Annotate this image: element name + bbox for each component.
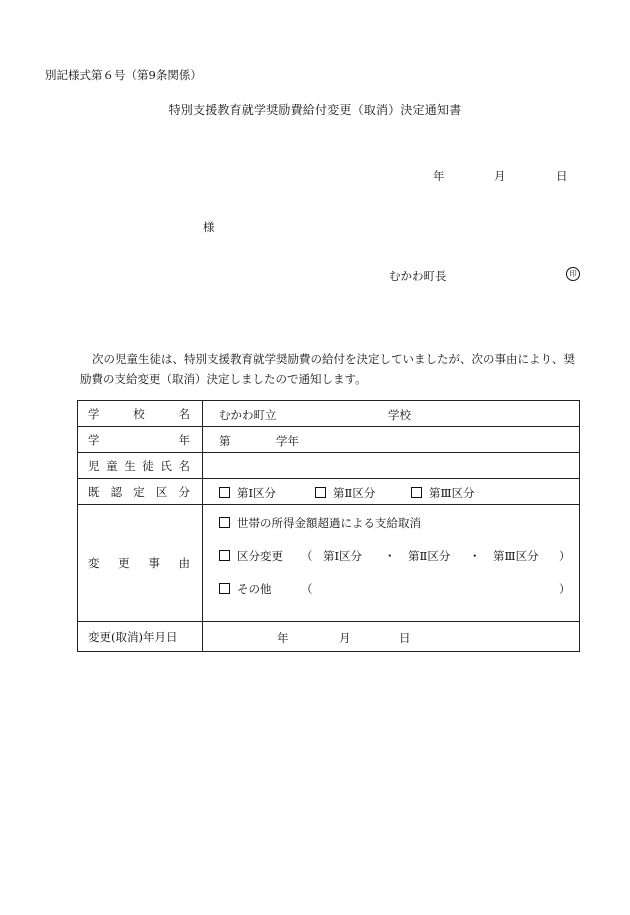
grade-label: 学 年 [78,427,203,453]
change-date-label: 変更(取消)年月日 [78,622,203,652]
category-option-1[interactable]: 第Ⅰ区分 [219,485,276,501]
student-label: 児 童 生 徒 氏 名 [78,453,203,479]
issue-date-month: 月 [494,169,506,183]
reason-value [203,505,580,622]
school-value [203,401,580,427]
checkbox-icon [315,487,326,498]
reason-option-category-change[interactable]: 区分変更 [219,548,283,564]
school-label: 学 校 名 [78,401,203,427]
document-title: 特別支援教育就学奨励費給付変更（取消）決定通知書 [168,103,462,117]
category-label: 既 認 定 区 分 [78,479,203,505]
student-name-field[interactable] [203,453,580,479]
change-class-3: 第Ⅲ区分 [493,549,539,563]
form-reference: 別記様式第６号（第9条関係） [45,68,202,82]
grade-prefix: 第 [219,434,231,448]
paren-open: （ [301,582,313,596]
grade-suffix: 学年 [276,434,299,448]
checkbox-icon [219,517,230,528]
category-option-3[interactable]: 第Ⅲ区分 [411,485,475,501]
reason-option-other[interactable]: その他 [219,581,272,597]
change-date-year: 年 [277,631,289,645]
school-suffix: 学校 [388,408,411,422]
issue-date-day: 日 [556,169,568,183]
separator-dot: ・ [469,549,481,563]
reason-option-income[interactable]: 世帯の所得金額超過による支給取消 [219,515,421,531]
change-class-1: 第Ⅰ区分 [323,549,363,563]
change-date-day: 日 [399,631,411,645]
seal-mark: 印 [566,267,580,281]
category-value [203,479,580,505]
reason-row [78,505,580,622]
grade-row [78,427,580,453]
separator-dot: ・ [384,549,396,563]
checkbox-icon [219,550,230,561]
checkbox-icon [219,583,230,594]
notice-form-table [77,400,580,652]
paren-close: ） [559,582,571,596]
school-row [78,401,580,427]
reason-label: 変 更 事 由 [78,505,203,622]
change-date-row [78,622,580,652]
change-class-2: 第Ⅱ区分 [408,549,451,563]
category-option-2[interactable]: 第Ⅱ区分 [315,485,375,501]
notice-body-text: 次の児童生徒は、特別支援教育就学奨励費の給付を決定していましたが、次の事由により、奨励費の支給変更（取消）決定しましたので通知します。 [80,352,575,386]
student-row [78,453,580,479]
checkbox-icon [219,487,230,498]
change-date-month: 月 [339,631,351,645]
category-row [78,479,580,505]
checkbox-icon [411,487,422,498]
addressee-suffix: 様 [203,220,215,234]
paren-open: （ [301,549,313,563]
grade-value [203,427,580,453]
paren-close: ） [559,549,571,563]
school-prefix: むかわ町立 [219,408,277,422]
issue-date-year: 年 [433,169,445,183]
issuer-name: むかわ町長 [389,269,447,283]
change-date-value [203,622,580,652]
